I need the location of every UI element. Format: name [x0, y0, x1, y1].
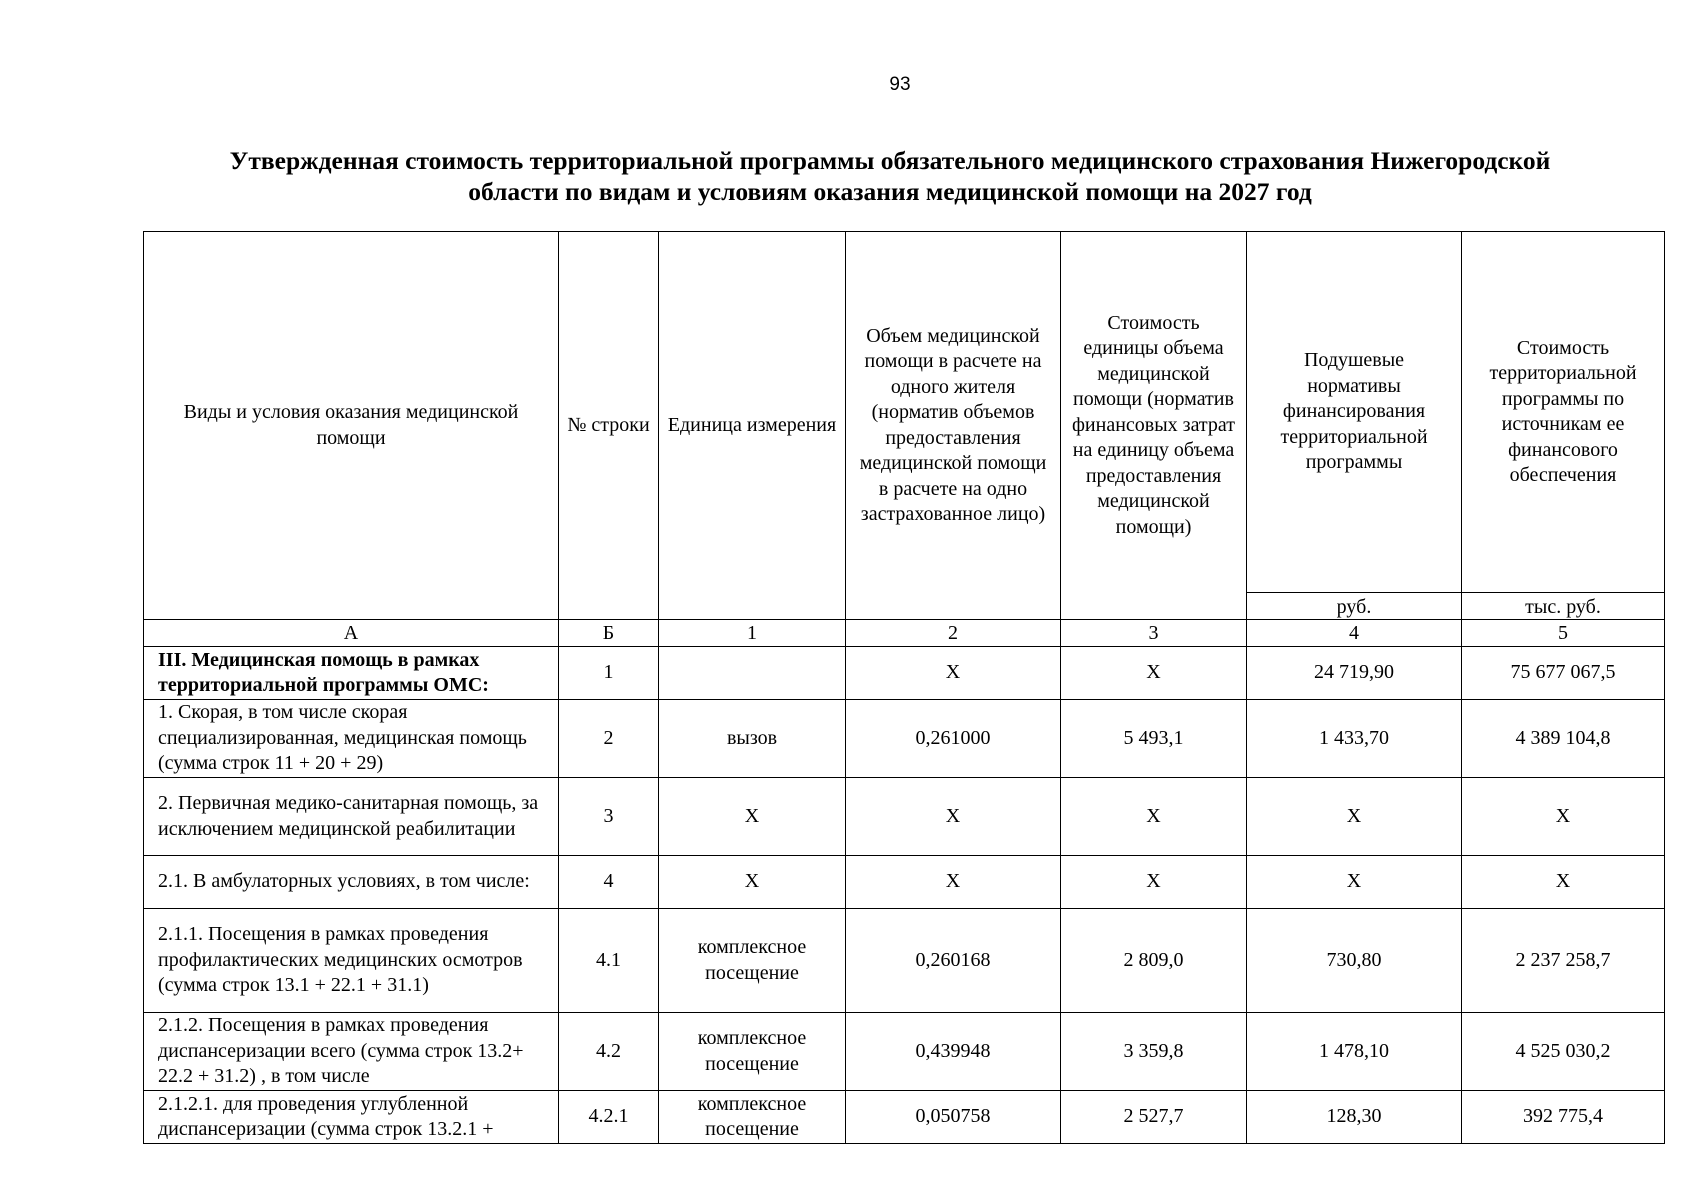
- row-name: 1. Скорая, в том числе скорая специализированная, медицинская помощь (сумма строк 11 + 20 + 29): [144, 700, 559, 778]
- table-header-row: [144, 232, 1665, 593]
- unit-program-cost: тыс. руб.: [1462, 593, 1665, 620]
- row-per-capita: 1 433,70: [1247, 700, 1462, 778]
- row-program-cost: 75 677 067,5: [1462, 647, 1665, 700]
- row-program-cost: 4 389 104,8: [1462, 700, 1665, 778]
- page-number: 93: [889, 74, 911, 95]
- column-index: А: [144, 620, 559, 647]
- header-type: Виды и условия оказания медицинской помощи: [144, 232, 559, 620]
- row-volume: 0,439948: [846, 1013, 1061, 1091]
- table-row: [144, 1091, 1665, 1144]
- row-cost-unit: 2 809,0: [1061, 909, 1247, 1013]
- header-cost-unit: Стоимость единицы объема медицинской помощи (норматив финансовых затрат на единицу объема предоставления медицинской помощи): [1061, 232, 1247, 620]
- row-number: 4.1: [559, 909, 659, 1013]
- row-number: 2: [559, 700, 659, 778]
- row-program-cost: X: [1462, 778, 1665, 856]
- row-program-cost: X: [1462, 856, 1665, 909]
- row-number: 3: [559, 778, 659, 856]
- header-row-no: № строки: [559, 232, 659, 620]
- row-volume: 0,050758: [846, 1091, 1061, 1144]
- row-unit: комплексное посещение: [659, 1091, 846, 1144]
- column-index: Б: [559, 620, 659, 647]
- row-unit: X: [659, 778, 846, 856]
- row-per-capita: 730,80: [1247, 909, 1462, 1013]
- row-number: 4.2: [559, 1013, 659, 1091]
- row-name: 2.1.2. Посещения в рамках проведения диспансеризации всего (сумма строк 13.2+ 22.2 + 31.2) , в том числе: [144, 1013, 559, 1091]
- table-row: [144, 1013, 1665, 1091]
- row-name: 2. Первичная медико-санитарная помощь, за исключением медицинской реабилитации: [144, 778, 559, 856]
- row-unit: [659, 647, 846, 700]
- row-cost-unit: X: [1061, 778, 1247, 856]
- row-cost-unit: 2 527,7: [1061, 1091, 1247, 1144]
- row-cost-unit: 3 359,8: [1061, 1013, 1247, 1091]
- header-program-cost: Стоимость территориальной программы по источникам ее финансового обеспечения: [1462, 232, 1665, 593]
- row-unit: комплексное посещение: [659, 909, 846, 1013]
- table-row: [144, 778, 1665, 856]
- row-per-capita: 128,30: [1247, 1091, 1462, 1144]
- row-program-cost: 4 525 030,2: [1462, 1013, 1665, 1091]
- document-title-line-1: Утвержденная стоимость территориальной программы обязательного медицинского страхования Нижегородской: [229, 146, 1551, 175]
- column-index: 3: [1061, 620, 1247, 647]
- column-index-row: [144, 620, 1665, 647]
- row-unit: X: [659, 856, 846, 909]
- row-volume: 0,260168: [846, 909, 1061, 1013]
- row-number: 4.2.1: [559, 1091, 659, 1144]
- row-per-capita: 1 478,10: [1247, 1013, 1462, 1091]
- row-program-cost: 392 775,4: [1462, 1091, 1665, 1144]
- row-name: III. Медицинская помощь в рамках территориальной программы ОМС:: [144, 647, 559, 700]
- column-index: 1: [659, 620, 846, 647]
- row-volume: X: [846, 647, 1061, 700]
- table-row: [144, 700, 1665, 778]
- row-unit: комплексное посещение: [659, 1013, 846, 1091]
- row-name: 2.1.1. Посещения в рамках проведения профилактических медицинских осмотров (сумма строк 13.1 + 22.1 + 31.1): [144, 909, 559, 1013]
- row-cost-unit: X: [1061, 647, 1247, 700]
- header-unit: Единица измерения: [659, 232, 846, 620]
- column-index: 5: [1462, 620, 1665, 647]
- header-per-capita: Подушевые нормативы финансирования территориальной программы: [1247, 232, 1462, 593]
- row-name: 2.1. В амбулаторных условиях, в том числе:: [144, 856, 559, 909]
- row-cost-unit: X: [1061, 856, 1247, 909]
- row-volume: X: [846, 778, 1061, 856]
- header-volume: Объем медицинской помощи в расчете на одного жителя (норматив объемов предоставления медицинской помощи в расчете на одно застрахованное лицо): [846, 232, 1061, 620]
- table-row: [144, 909, 1665, 1013]
- column-index: 2: [846, 620, 1061, 647]
- row-number: 4: [559, 856, 659, 909]
- row-per-capita: 24 719,90: [1247, 647, 1462, 700]
- row-number: 1: [559, 647, 659, 700]
- column-index: 4: [1247, 620, 1462, 647]
- row-per-capita: X: [1247, 856, 1462, 909]
- row-name: 2.1.2.1. для проведения углубленной диспансеризации (сумма строк 13.2.1 +: [144, 1091, 559, 1144]
- row-per-capita: X: [1247, 778, 1462, 856]
- table-row: [144, 856, 1665, 909]
- row-volume: X: [846, 856, 1061, 909]
- document-title: [140, 145, 1640, 207]
- table-row: [144, 647, 1665, 700]
- row-program-cost: 2 237 258,7: [1462, 909, 1665, 1013]
- unit-per-capita: руб.: [1247, 593, 1462, 620]
- document-title-line-2: области по видам и условиям оказания медицинской помощи на 2027 год: [468, 177, 1312, 206]
- row-unit: вызов: [659, 700, 846, 778]
- cost-table: [143, 231, 1665, 1144]
- row-volume: 0,261000: [846, 700, 1061, 778]
- row-cost-unit: 5 493,1: [1061, 700, 1247, 778]
